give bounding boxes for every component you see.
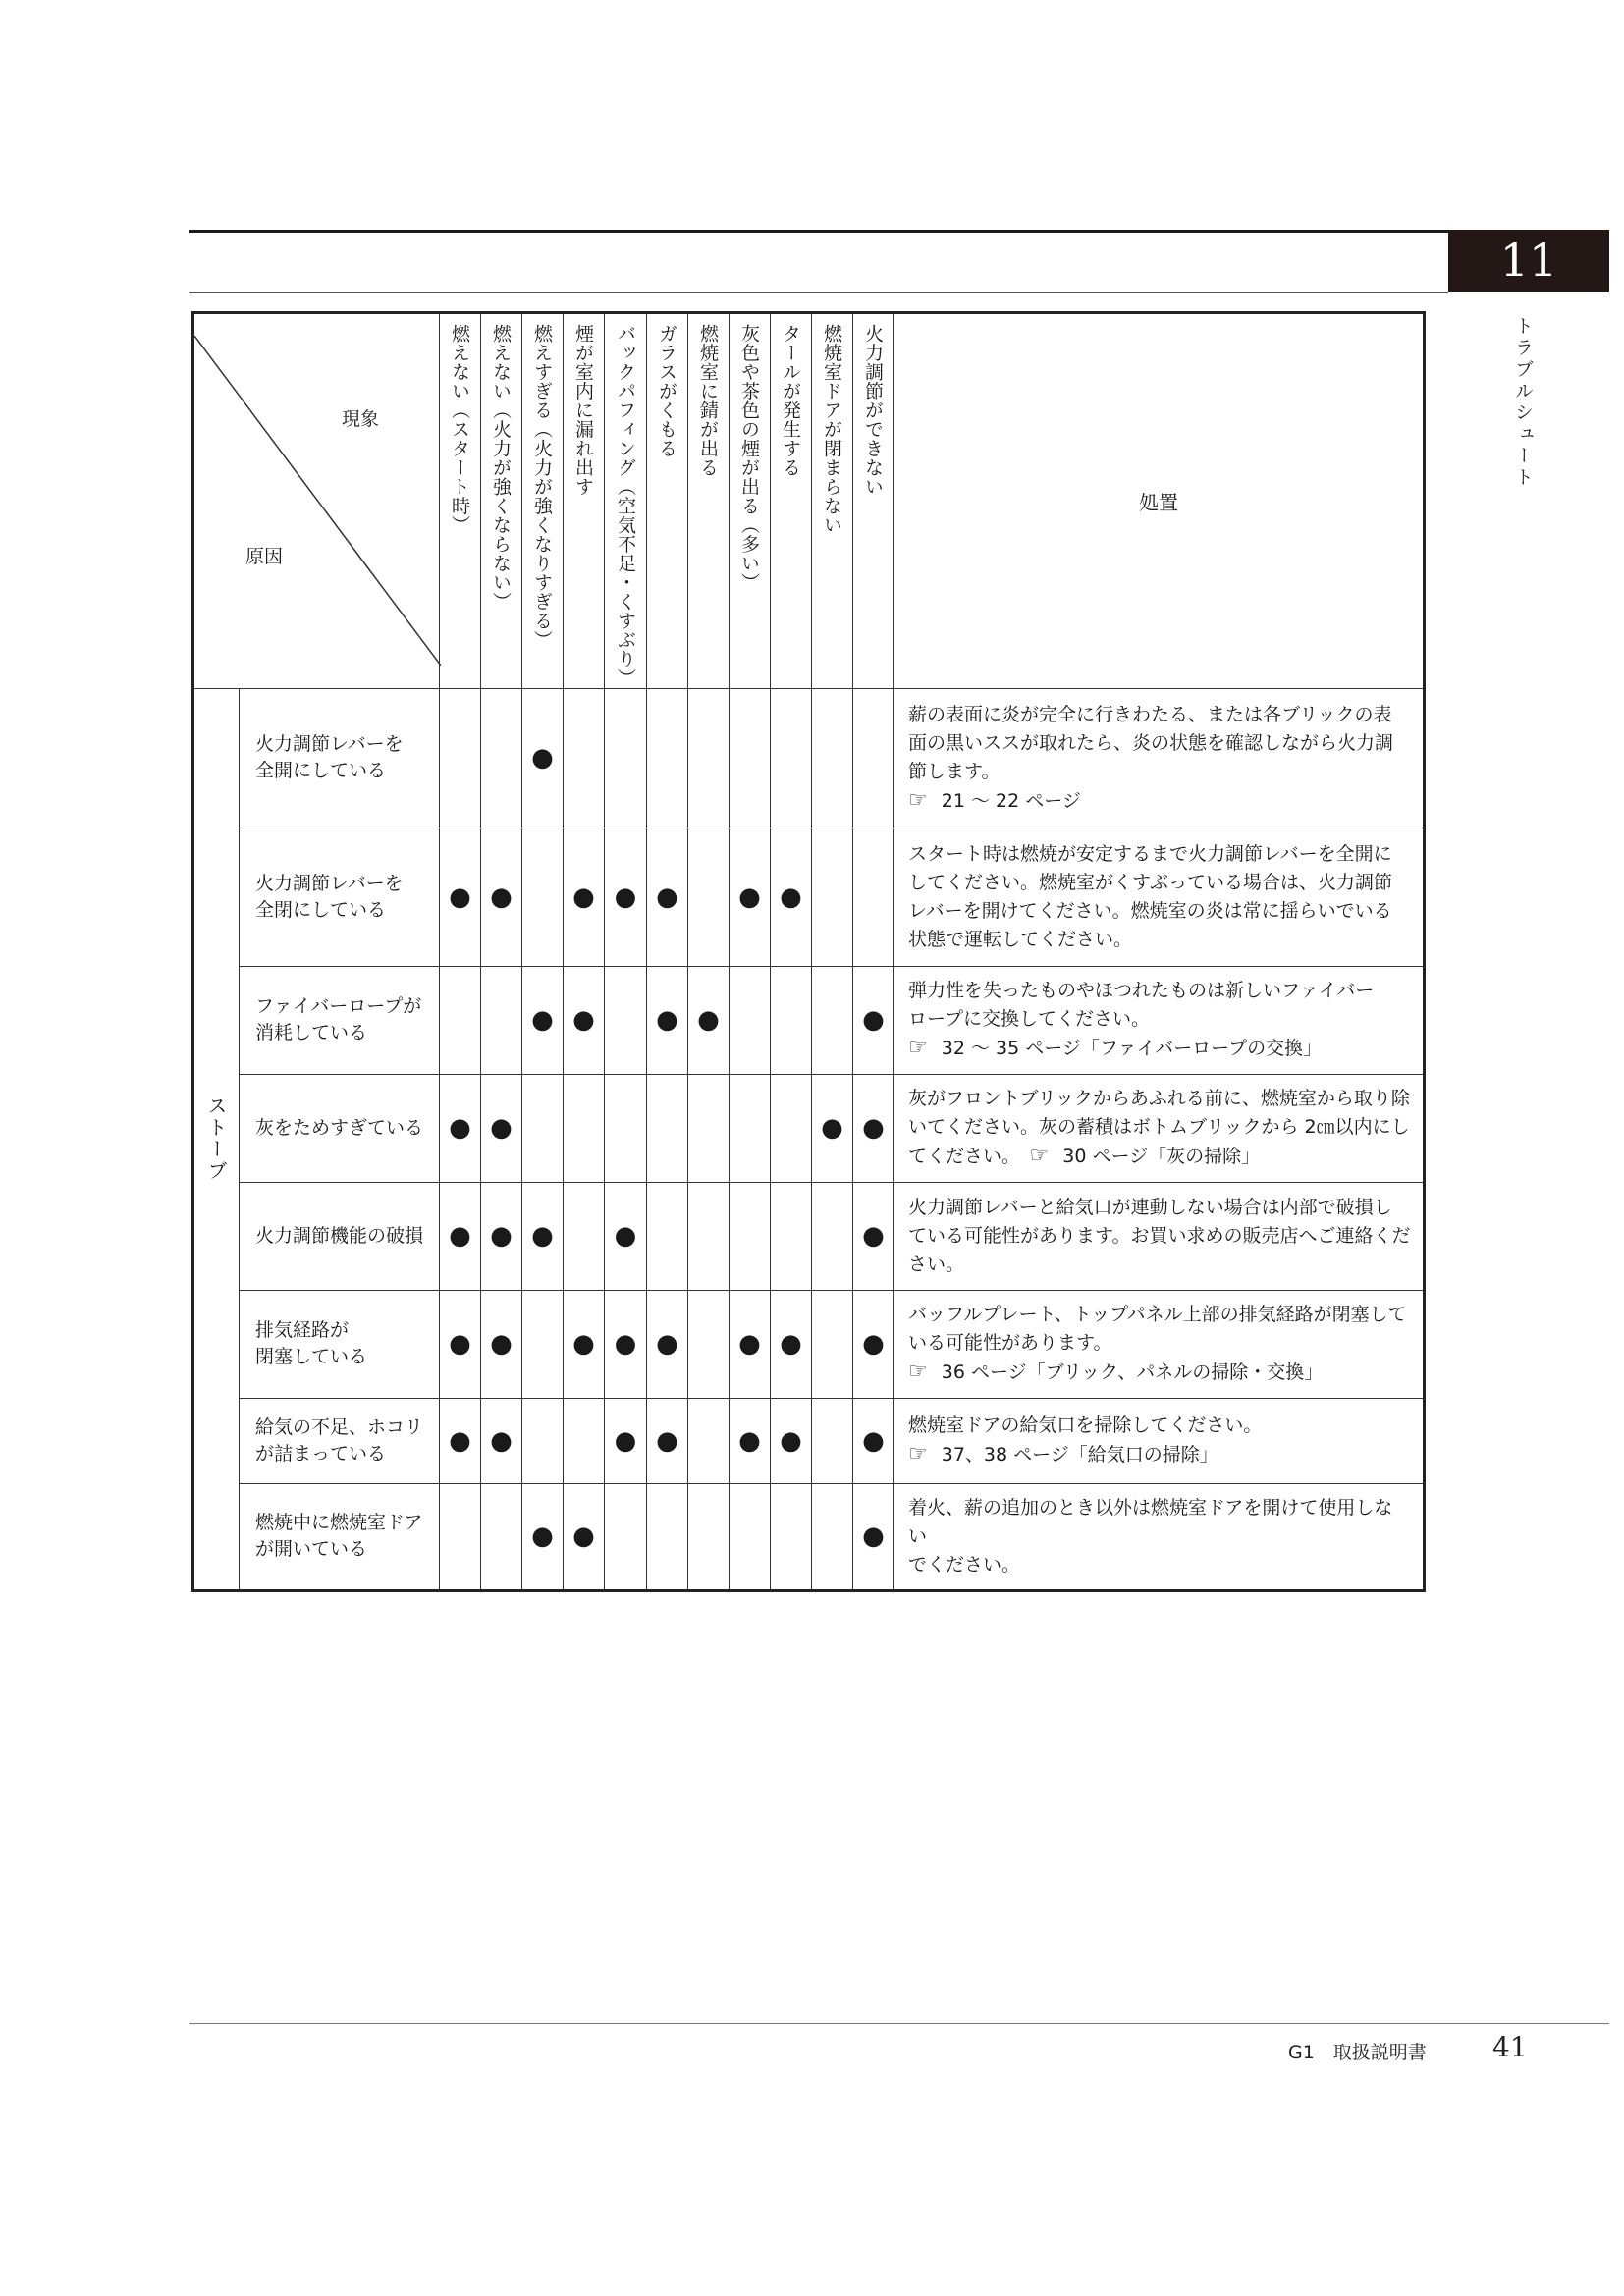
cause-line: 火力調節レバーを xyxy=(255,733,404,755)
symptom-mark-cell xyxy=(522,828,564,966)
pointing-hand-icon: ☞ xyxy=(908,1036,928,1060)
treatment-line: 火力調節レバーと給気口が連動しない場合は内部で破損し xyxy=(908,1196,1392,1218)
filled-dot-icon: ● xyxy=(738,1329,761,1359)
table-row xyxy=(193,1398,1425,1483)
symptom-header: 燃えすぎる（火力が強くなりすぎる） xyxy=(522,313,564,689)
symptom-mark-cell xyxy=(440,1290,481,1398)
phenomenon-label: 現象 xyxy=(342,408,380,431)
treatment-cell xyxy=(894,966,1425,1074)
filled-dot-icon: ● xyxy=(738,881,761,912)
cause-cell xyxy=(240,1182,440,1290)
symptom-mark-cell xyxy=(771,1182,812,1290)
symptom-mark-cell xyxy=(647,828,688,966)
filled-dot-icon: ● xyxy=(531,1522,554,1551)
filled-dot-icon: ● xyxy=(490,1425,513,1456)
table-row xyxy=(193,828,1425,966)
filled-dot-icon: ● xyxy=(449,1113,471,1143)
treatment-cell xyxy=(894,1398,1425,1483)
filled-dot-icon: ● xyxy=(572,1522,595,1551)
symptom-mark-cell xyxy=(688,688,730,828)
treatment-line: バッフルプレート、トップパネル上部の排気経路が閉塞して xyxy=(908,1304,1407,1325)
treatment-cell xyxy=(894,1290,1425,1398)
corner-cell xyxy=(193,313,440,689)
page-reference: 37、38 ページ「給気口の掃除」 xyxy=(941,1444,1218,1466)
treatment-line: 燃焼室ドアの給気口を掃除してください。 xyxy=(908,1415,1263,1436)
symptom-mark-cell xyxy=(605,828,647,966)
filled-dot-icon: ● xyxy=(656,1425,678,1456)
reference-line xyxy=(908,786,1411,816)
cause-line: 全開にしている xyxy=(255,760,387,781)
symptom-mark-cell xyxy=(481,828,522,966)
filled-dot-icon: ● xyxy=(490,881,513,912)
pointing-hand-icon: ☞ xyxy=(1029,1144,1050,1168)
symptom-mark-cell xyxy=(564,1483,605,1590)
symptom-mark-cell xyxy=(564,966,605,1074)
cause-line: 消耗している xyxy=(255,1022,368,1043)
cause-cell xyxy=(240,1290,440,1398)
symptom-mark-cell xyxy=(771,1074,812,1182)
symptom-mark-cell xyxy=(730,1074,771,1182)
symptom-mark-cell xyxy=(853,1483,894,1590)
filled-dot-icon: ● xyxy=(490,1221,513,1251)
symptom-mark-cell xyxy=(481,1182,522,1290)
symptom-header: ガラスがくもる xyxy=(647,313,688,689)
reference-line xyxy=(908,1034,1411,1063)
header-underline xyxy=(189,292,1448,293)
symptom-mark-cell xyxy=(812,1483,853,1590)
filled-dot-icon: ● xyxy=(697,1005,720,1035)
symptom-mark-cell xyxy=(730,688,771,828)
manual-title: G1 取扱説明書 xyxy=(1288,2042,1427,2063)
filled-dot-icon: ● xyxy=(862,1425,885,1456)
table-row xyxy=(193,1182,1425,1290)
filled-dot-icon: ● xyxy=(449,1425,471,1456)
symptom-mark-cell xyxy=(812,1074,853,1182)
symptom-mark-cell xyxy=(522,1483,564,1590)
symptom-mark-cell xyxy=(771,828,812,966)
symptom-mark-cell xyxy=(605,1182,647,1290)
treatment-line: 状態で運転してください。 xyxy=(908,928,1133,950)
cause-line: 排気経路が xyxy=(255,1319,350,1341)
symptom-mark-cell xyxy=(440,1398,481,1483)
symptom-mark-cell xyxy=(605,688,647,828)
cause-line: 灰をためすぎている xyxy=(255,1116,424,1139)
symptom-mark-cell xyxy=(730,1483,771,1590)
symptom-mark-cell xyxy=(771,966,812,1074)
symptom-mark-cell xyxy=(771,1290,812,1398)
filled-dot-icon: ● xyxy=(490,1113,513,1143)
symptom-mark-cell xyxy=(440,688,481,828)
filled-dot-icon: ● xyxy=(572,1329,595,1359)
cause-cell xyxy=(240,828,440,966)
symptom-header: 燃焼室に錆が出る xyxy=(688,313,730,689)
symptom-mark-cell xyxy=(564,688,605,828)
treatment-cell xyxy=(894,1182,1425,1290)
symptom-mark-cell xyxy=(730,828,771,966)
symptom-mark-cell xyxy=(481,688,522,828)
treatment-cell xyxy=(894,828,1425,966)
treatment-line: いる可能性があります。 xyxy=(908,1332,1112,1354)
symptom-header: 燃焼室ドアが閉まらない xyxy=(812,313,853,689)
symptom-mark-cell xyxy=(605,1290,647,1398)
symptom-mark-cell xyxy=(647,1290,688,1398)
treatment-line: 弾力性を失ったものやほつれたものは新しいファイバー xyxy=(908,980,1375,1001)
cause-line: 全閉にしている xyxy=(255,898,387,921)
page-reference: 36 ページ「ブリック、パネルの掃除・交換」 xyxy=(941,1362,1324,1383)
symptom-mark-cell xyxy=(771,688,812,828)
cause-cell xyxy=(240,1398,440,1483)
treatment-line: さい。 xyxy=(908,1253,965,1275)
treatment-cell xyxy=(894,1074,1425,1182)
filled-dot-icon: ● xyxy=(780,881,802,912)
symptom-mark-cell xyxy=(688,828,730,966)
filled-dot-icon: ● xyxy=(862,1005,885,1035)
treatment-cell xyxy=(894,688,1425,828)
page-reference: 30 ページ「灰の掃除」 xyxy=(1062,1146,1261,1167)
symptom-header: 燃えない（スタート時） xyxy=(440,313,481,689)
symptom-mark-cell xyxy=(688,1074,730,1182)
table-row xyxy=(193,1483,1425,1590)
symptom-mark-cell xyxy=(481,1483,522,1590)
symptom-mark-cell xyxy=(564,1074,605,1182)
pointing-hand-icon: ☞ xyxy=(908,1360,928,1384)
treatment-line: レバーを開けてください。燃焼室の炎は常に揺らいでいる xyxy=(908,899,1392,922)
filled-dot-icon: ● xyxy=(614,1425,637,1456)
symptom-mark-cell xyxy=(812,1182,853,1290)
treatment-line: ロープに交換してください。 xyxy=(908,1008,1151,1030)
symptom-mark-cell xyxy=(647,966,688,1074)
symptom-mark-cell xyxy=(605,966,647,1074)
treatment-line: てください。 ☞ 30 ページ「灰の掃除」 xyxy=(908,1144,1261,1168)
symptom-mark-cell xyxy=(688,1398,730,1483)
symptom-mark-cell xyxy=(440,966,481,1074)
filled-dot-icon: ● xyxy=(572,1005,595,1035)
symptom-header: 煙が室内に漏れ出す xyxy=(564,313,605,689)
cause-line: ファイバーロープが xyxy=(255,995,422,1017)
reference-line xyxy=(908,1440,1411,1469)
symptom-mark-cell xyxy=(730,1290,771,1398)
symptom-mark-cell xyxy=(853,1398,894,1483)
filled-dot-icon: ● xyxy=(572,881,595,912)
pointing-hand-icon: ☞ xyxy=(908,787,928,813)
cause-cell xyxy=(240,1074,440,1182)
symptom-mark-cell xyxy=(647,1074,688,1182)
symptom-mark-cell xyxy=(605,1074,647,1182)
table-row xyxy=(193,1074,1425,1182)
category-cell: ストーブ xyxy=(193,688,240,1590)
cause-cell xyxy=(240,1483,440,1590)
filled-dot-icon: ● xyxy=(862,1329,885,1359)
treatment-line: ている可能性があります。お買い求めの販売店へご連絡くだ xyxy=(908,1224,1411,1247)
footer-rule xyxy=(189,2023,1609,2024)
cause-line: が開いている xyxy=(255,1538,368,1560)
symptom-mark-cell xyxy=(522,1398,564,1483)
filled-dot-icon: ● xyxy=(656,1329,678,1359)
symptom-header: 火力調節ができない xyxy=(853,313,894,689)
symptom-mark-cell xyxy=(812,966,853,1074)
filled-dot-icon: ● xyxy=(780,1425,802,1456)
cause-label: 原因 xyxy=(245,546,284,568)
treatment-line: 面の黒いススが取れたら、炎の状態を確認しながら火力調 xyxy=(908,731,1394,754)
symptom-mark-cell xyxy=(440,1483,481,1590)
symptom-mark-cell xyxy=(522,1074,564,1182)
filled-dot-icon: ● xyxy=(656,881,678,912)
treatment-line: 灰がフロントブリックからあふれる前に、燃焼室から取り除 xyxy=(908,1088,1410,1109)
section-title: トラブルシュート xyxy=(1512,316,1534,489)
reference-line xyxy=(908,1358,1411,1387)
table-row xyxy=(193,688,1425,828)
page-reference: 32 ～ 35 ページ「ファイバーロープの交換」 xyxy=(941,1038,1323,1059)
symptom-mark-cell xyxy=(853,1182,894,1290)
symptom-mark-cell xyxy=(564,1182,605,1290)
symptom-mark-cell xyxy=(853,1290,894,1398)
treatment-line: 節します。 xyxy=(908,760,1001,782)
filled-dot-icon: ● xyxy=(614,881,637,912)
filled-dot-icon: ● xyxy=(780,1329,802,1359)
filled-dot-icon: ● xyxy=(862,1113,885,1143)
symptom-mark-cell xyxy=(481,1074,522,1182)
symptom-mark-cell xyxy=(564,1398,605,1483)
symptom-mark-cell xyxy=(647,688,688,828)
filled-dot-icon: ● xyxy=(614,1221,637,1251)
table-row xyxy=(193,966,1425,1074)
symptom-mark-cell xyxy=(440,1182,481,1290)
symptom-mark-cell xyxy=(771,1398,812,1483)
symptom-mark-cell xyxy=(730,1182,771,1290)
symptom-mark-cell xyxy=(605,1483,647,1590)
symptom-mark-cell xyxy=(481,966,522,1074)
filled-dot-icon: ● xyxy=(449,1329,471,1359)
cause-line: 燃焼中に燃焼室ドア xyxy=(255,1512,423,1533)
filled-dot-icon: ● xyxy=(531,1005,554,1035)
filled-dot-icon: ● xyxy=(490,1329,513,1359)
treatment-line: してください。燃焼室がくすぶっている場合は、火力調節 xyxy=(908,871,1393,893)
symptom-mark-cell xyxy=(522,688,564,828)
cause-line: 給気の不足、ホコリ xyxy=(255,1415,424,1438)
symptom-mark-cell xyxy=(440,828,481,966)
symptom-mark-cell xyxy=(688,1290,730,1398)
symptom-mark-cell xyxy=(481,1290,522,1398)
filled-dot-icon: ● xyxy=(862,1522,885,1551)
symptom-mark-cell xyxy=(812,1290,853,1398)
symptom-mark-cell xyxy=(812,1398,853,1483)
cause-line: が詰まっている xyxy=(255,1442,387,1465)
symptom-mark-cell xyxy=(647,1483,688,1590)
symptom-mark-cell xyxy=(605,1398,647,1483)
treatment-line: 着火、薪の追加のとき以外は燃焼室ドアを開けて使用しない xyxy=(908,1496,1393,1547)
symptom-mark-cell xyxy=(522,1290,564,1398)
symptom-header: バックパフィング（空気不足・くすぶり） xyxy=(605,313,647,689)
symptom-mark-cell xyxy=(564,1290,605,1398)
treatment-line: スタート時は燃焼が安定するまで火力調節レバーを全開に xyxy=(908,842,1392,865)
symptom-mark-cell xyxy=(688,966,730,1074)
filled-dot-icon: ● xyxy=(449,881,471,912)
symptom-mark-cell xyxy=(730,966,771,1074)
symptom-mark-cell xyxy=(564,828,605,966)
cause-line: 閉塞している xyxy=(255,1346,368,1367)
chapter-number-badge: 11 xyxy=(1448,230,1609,292)
cause-line: 火力調節レバーを xyxy=(255,872,404,894)
symptom-mark-cell xyxy=(812,828,853,966)
symptom-mark-cell xyxy=(522,966,564,1074)
pointing-hand-icon: ☞ xyxy=(908,1442,928,1467)
symptom-mark-cell xyxy=(481,1398,522,1483)
cause-line: 火力調節機能の破損 xyxy=(255,1224,424,1247)
symptom-mark-cell xyxy=(522,1182,564,1290)
treatment-line: でください。 xyxy=(908,1553,1021,1575)
treatment-cell xyxy=(894,1483,1425,1590)
filled-dot-icon: ● xyxy=(449,1221,471,1251)
page-number: 41 xyxy=(1492,2031,1528,2063)
filled-dot-icon: ● xyxy=(738,1425,761,1456)
cause-cell xyxy=(240,688,440,828)
symptom-mark-cell xyxy=(440,1074,481,1182)
corner-diagonal xyxy=(194,336,441,666)
symptom-mark-cell xyxy=(730,1398,771,1483)
symptom-mark-cell xyxy=(853,828,894,966)
table-header-row xyxy=(193,313,1425,689)
symptom-header: タールが発生する xyxy=(771,313,812,689)
table-row xyxy=(193,1290,1425,1398)
treatment-header: 処置 xyxy=(894,313,1425,689)
symptom-mark-cell xyxy=(688,1182,730,1290)
symptom-header: 燃えない（火力が強くならない） xyxy=(481,313,522,689)
treatment-line: いてください。灰の蓄積はボトムブリックから 2㎝以内にし xyxy=(908,1116,1410,1138)
page-reference: 21 ～ 22 ページ xyxy=(941,789,1081,812)
symptom-mark-cell xyxy=(853,1074,894,1182)
symptom-mark-cell xyxy=(647,1182,688,1290)
symptom-mark-cell xyxy=(771,1483,812,1590)
filled-dot-icon: ● xyxy=(862,1221,885,1251)
header-rule xyxy=(189,230,1448,233)
symptom-mark-cell xyxy=(688,1483,730,1590)
cause-cell xyxy=(240,966,440,1074)
symptom-mark-cell xyxy=(647,1398,688,1483)
filled-dot-icon: ● xyxy=(656,1005,678,1035)
filled-dot-icon: ● xyxy=(614,1329,637,1359)
troubleshoot-table xyxy=(191,311,1426,1592)
symptom-mark-cell xyxy=(812,688,853,828)
filled-dot-icon: ● xyxy=(821,1113,843,1143)
filled-dot-icon: ● xyxy=(531,743,554,773)
symptom-mark-cell xyxy=(853,688,894,828)
treatment-line: 薪の表面に炎が完全に行きわたる、または各ブリックの表 xyxy=(908,703,1392,725)
symptom-mark-cell xyxy=(853,966,894,1074)
filled-dot-icon: ● xyxy=(531,1221,554,1251)
symptom-header: 灰色や茶色の煙が出る（多い） xyxy=(730,313,771,689)
